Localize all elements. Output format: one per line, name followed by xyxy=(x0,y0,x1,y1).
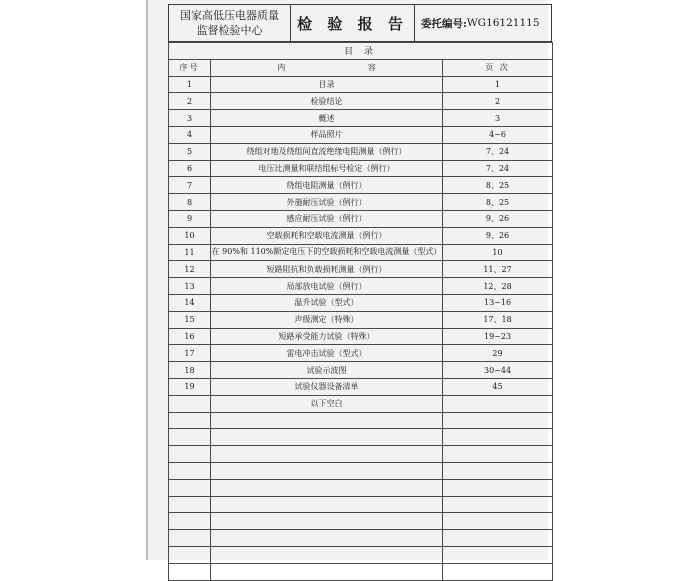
table-row xyxy=(169,110,553,127)
row-page: 8、25 xyxy=(443,194,553,211)
table-row xyxy=(169,395,553,412)
column-header-content: 内 容 xyxy=(211,59,443,76)
row-seq: 18 xyxy=(169,362,211,379)
empty-row xyxy=(169,462,553,479)
table-of-contents xyxy=(168,42,553,581)
org-name xyxy=(169,5,291,41)
row-content: 以下空白 xyxy=(211,395,443,412)
row-seq: 9 xyxy=(169,210,211,227)
empty-cell xyxy=(211,412,443,429)
table-row xyxy=(169,126,553,143)
row-content: 概述 xyxy=(211,110,443,127)
row-page: 45 xyxy=(443,378,553,395)
row-seq: 16 xyxy=(169,328,211,345)
row-page: 9、26 xyxy=(443,210,553,227)
empty-row xyxy=(169,412,553,429)
row-page: 29 xyxy=(443,345,553,362)
row-content: 短路承受能力试验（特殊） xyxy=(211,328,443,345)
empty-cell xyxy=(169,546,211,563)
empty-row xyxy=(169,546,553,563)
empty-cell xyxy=(211,530,443,547)
row-page xyxy=(443,395,553,412)
empty-cell xyxy=(211,479,443,496)
table-row xyxy=(169,378,553,395)
row-seq: 14 xyxy=(169,294,211,311)
row-page: 12、28 xyxy=(443,278,553,295)
empty-cell xyxy=(211,429,443,446)
row-content: 样品照片 xyxy=(211,126,443,143)
table-row xyxy=(169,362,553,379)
empty-row xyxy=(169,513,553,530)
empty-cell xyxy=(169,496,211,513)
empty-cell xyxy=(443,429,553,446)
empty-row xyxy=(169,429,553,446)
row-page: 17、18 xyxy=(443,311,553,328)
empty-row xyxy=(169,446,553,463)
row-seq: 5 xyxy=(169,143,211,160)
empty-cell xyxy=(169,412,211,429)
toc-caption-row xyxy=(169,43,553,60)
empty-cell xyxy=(211,513,443,530)
empty-cell xyxy=(443,530,553,547)
empty-cell xyxy=(211,446,443,463)
row-content: 外施耐压试验（例行） xyxy=(211,194,443,211)
row-page: 19~23 xyxy=(443,328,553,345)
row-content: 雷电冲击试验（型式） xyxy=(211,345,443,362)
table-row xyxy=(169,244,553,261)
row-page: 7、24 xyxy=(443,160,553,177)
row-seq: 15 xyxy=(169,311,211,328)
row-content: 感应耐压试验（例行） xyxy=(211,210,443,227)
empty-cell xyxy=(211,462,443,479)
toc-header-row xyxy=(169,59,553,76)
row-content: 声级测定（特殊） xyxy=(211,311,443,328)
empty-cell xyxy=(443,462,553,479)
report-header xyxy=(168,4,552,42)
row-seq: 2 xyxy=(169,93,211,110)
row-page: 10 xyxy=(443,244,553,261)
empty-cell xyxy=(211,496,443,513)
row-content: 绕组电阻测量（例行） xyxy=(211,177,443,194)
row-content: 局部放电试验（例行） xyxy=(211,278,443,295)
column-header-page: 页 次 xyxy=(443,59,553,76)
toc-caption: 目 录 xyxy=(169,43,553,60)
row-content: 检验结论 xyxy=(211,93,443,110)
row-seq: 1 xyxy=(169,76,211,93)
empty-cell xyxy=(169,479,211,496)
row-content: 目录 xyxy=(211,76,443,93)
empty-cell xyxy=(443,496,553,513)
table-row xyxy=(169,160,553,177)
row-page: 1 xyxy=(443,76,553,93)
row-page: 4~6 xyxy=(443,126,553,143)
report-title: 检 验 报 告 xyxy=(291,5,415,41)
row-content: 绕组对地及绕组间直流绝缘电阻测量（例行） xyxy=(211,143,443,160)
row-content: 温升试验（型式） xyxy=(211,294,443,311)
row-page: 9、26 xyxy=(443,227,553,244)
commission-number xyxy=(415,5,551,41)
row-page: 7、24 xyxy=(443,143,553,160)
row-page: 8、25 xyxy=(443,177,553,194)
row-seq: 13 xyxy=(169,278,211,295)
table-row xyxy=(169,210,553,227)
empty-cell xyxy=(169,429,211,446)
row-seq: 8 xyxy=(169,194,211,211)
empty-cell xyxy=(443,412,553,429)
row-content: 在 90%和 110%额定电压下的空载损耗和空载电流测量（型式） xyxy=(211,244,443,261)
empty-row xyxy=(169,530,553,547)
row-seq: 7 xyxy=(169,177,211,194)
empty-cell xyxy=(169,563,211,580)
org-name-line1: 国家高低压电器质量 xyxy=(180,9,279,22)
org-name-line2: 监督检验中心 xyxy=(196,24,263,37)
table-row xyxy=(169,194,553,211)
row-seq: 6 xyxy=(169,160,211,177)
empty-cell xyxy=(211,546,443,563)
row-seq: 3 xyxy=(169,110,211,127)
empty-cell xyxy=(169,446,211,463)
column-header-seq: 序号 xyxy=(169,59,211,76)
empty-cell xyxy=(443,446,553,463)
empty-cell xyxy=(443,546,553,563)
row-page: 2 xyxy=(443,93,553,110)
empty-row xyxy=(169,496,553,513)
row-seq: 11 xyxy=(169,244,211,261)
table-row xyxy=(169,311,553,328)
row-content: 试验仪器设备清单 xyxy=(211,378,443,395)
row-seq xyxy=(169,395,211,412)
row-page: 13~16 xyxy=(443,294,553,311)
row-page: 30~44 xyxy=(443,362,553,379)
table-row xyxy=(169,345,553,362)
row-content: 空载损耗和空载电流测量（例行） xyxy=(211,227,443,244)
row-seq: 12 xyxy=(169,261,211,278)
empty-cell xyxy=(169,462,211,479)
row-seq: 10 xyxy=(169,227,211,244)
row-seq: 19 xyxy=(169,378,211,395)
empty-cell xyxy=(211,563,443,580)
commission-label: 委托编号: xyxy=(421,17,467,30)
row-page: 3 xyxy=(443,110,553,127)
table-row xyxy=(169,278,553,295)
table-row xyxy=(169,177,553,194)
table-row xyxy=(169,227,553,244)
empty-cell xyxy=(443,479,553,496)
table-row xyxy=(169,143,553,160)
row-content: 电压比测量和联结组标号检定（例行） xyxy=(211,160,443,177)
row-seq: 4 xyxy=(169,126,211,143)
table-row xyxy=(169,294,553,311)
row-seq: 17 xyxy=(169,345,211,362)
row-content: 短路阻抗和负载损耗测量（例行） xyxy=(211,261,443,278)
empty-cell xyxy=(169,513,211,530)
row-page: 11、27 xyxy=(443,261,553,278)
table-row xyxy=(169,93,553,110)
table-row xyxy=(169,328,553,345)
table-row xyxy=(169,76,553,93)
commission-value: WG16121115 xyxy=(466,17,540,29)
table-row xyxy=(169,261,553,278)
empty-cell xyxy=(443,513,553,530)
row-content: 试验示波图 xyxy=(211,362,443,379)
empty-cell xyxy=(169,530,211,547)
empty-cell xyxy=(443,563,553,580)
empty-row xyxy=(169,563,553,580)
empty-row xyxy=(169,479,553,496)
